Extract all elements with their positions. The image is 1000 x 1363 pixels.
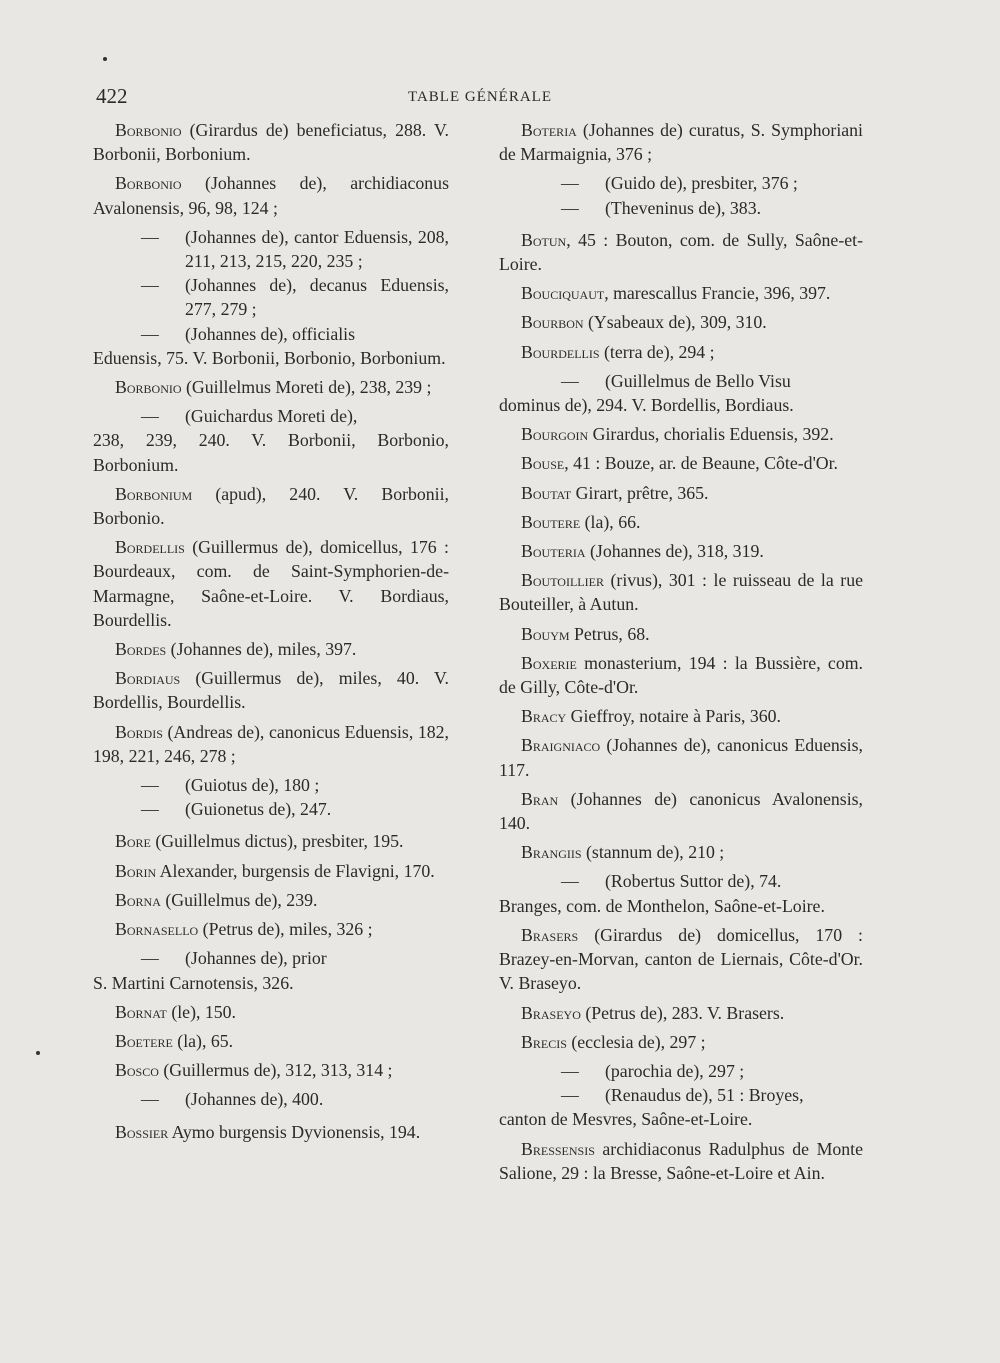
entry-text: Eduensis, 75. V. Borbonii, Borbonio, Borbonium. bbox=[93, 347, 446, 368]
entry-headword: Bracy bbox=[521, 706, 567, 727]
index-entry bbox=[499, 704, 863, 728]
entry-headword: Bosco bbox=[115, 1060, 159, 1081]
entry-text: canton de Mesvres, Saône-et-Loire. bbox=[499, 1109, 753, 1130]
entry-text: (Guionetus de), 247. bbox=[185, 799, 332, 820]
entry-text: archidiaconus Radulphus de Monte Salione, 29 : la Bresse, Saône-et-Loire et Ain. bbox=[499, 1138, 863, 1183]
index-entry bbox=[93, 888, 449, 912]
index-entry-continuation bbox=[499, 1107, 863, 1131]
index-entry bbox=[93, 859, 449, 883]
entry-headword: Bordis bbox=[115, 721, 163, 742]
speck-mark bbox=[36, 1051, 40, 1055]
entry-text: monasterium, 194 : la Bussière, com. de Gilly, Côte-d'Or. bbox=[499, 652, 863, 698]
index-subentry bbox=[93, 1087, 449, 1111]
entry-headword: Bordiaus bbox=[115, 668, 181, 689]
entry-text: (Petrus de), miles, 326 ; bbox=[198, 919, 373, 940]
entry-headword: Boteria bbox=[521, 120, 577, 140]
entry-headword: Bouciquaut bbox=[521, 283, 605, 304]
entry-text: (la), 65. bbox=[172, 1030, 234, 1051]
entry-text: (Johannes de), miles, 397. bbox=[166, 639, 357, 660]
entry-text: (Guillelmus de Bello Visu bbox=[605, 370, 791, 391]
entry-headword: Bouse bbox=[521, 453, 565, 474]
index-subentry bbox=[499, 1059, 863, 1083]
index-subentry bbox=[499, 171, 863, 195]
index-entry bbox=[93, 637, 449, 661]
entry-headword: Boetere bbox=[115, 1030, 173, 1051]
index-entry-continuation bbox=[93, 428, 449, 476]
index-entry bbox=[499, 1001, 863, 1025]
entry-text: (Robertus Suttor de), 74. bbox=[605, 871, 782, 892]
index-subentry bbox=[93, 322, 449, 346]
entry-text: (Johannes de), canonicus Eduensis, 117. bbox=[499, 735, 863, 780]
entry-text: (Johannes de), 400. bbox=[185, 1089, 324, 1110]
index-entry bbox=[499, 840, 863, 864]
entry-headword: Bressensis bbox=[521, 1138, 595, 1159]
entry-text: (Guillelmus dictus), presbiter, 195. bbox=[150, 831, 404, 852]
index-subentry bbox=[499, 369, 863, 393]
index-entry bbox=[499, 422, 863, 446]
entry-headword: Borbonio bbox=[115, 173, 182, 194]
entry-headword: Borbonium bbox=[115, 483, 193, 504]
index-entry bbox=[499, 733, 863, 781]
entry-text: (Johannes de), cantor Eduensis, 208, 211, 213, 215, 220, 235 ; bbox=[185, 226, 449, 272]
index-entry bbox=[499, 510, 863, 534]
index-entry bbox=[93, 1000, 449, 1024]
entry-text: (Guido de), presbiter, 376 ; bbox=[605, 173, 798, 194]
index-entry bbox=[499, 118, 863, 166]
entry-text: (parochia de), 297 ; bbox=[605, 1060, 745, 1081]
index-subentry bbox=[93, 946, 449, 970]
entry-headword: Boxerie bbox=[521, 652, 577, 673]
entry-headword: Borbonio bbox=[115, 120, 182, 140]
index-column-right bbox=[499, 118, 863, 1190]
entry-text: (Guillermus de), 312, 313, 314 ; bbox=[158, 1060, 393, 1081]
index-entry bbox=[499, 622, 863, 646]
entry-headword: Boutoillier bbox=[521, 570, 604, 591]
entry-text: (Theveninus de), 383. bbox=[605, 197, 762, 218]
entry-headword: Boutat bbox=[521, 482, 572, 503]
entry-headword: Borbonio bbox=[115, 377, 182, 398]
entry-text: (Johannes de), archidiaconus Avalonensis, 96, 98, 124 ; bbox=[93, 173, 449, 218]
entry-headword: Bran bbox=[521, 788, 559, 809]
index-entry bbox=[499, 310, 863, 334]
index-subentry bbox=[499, 869, 863, 893]
index-entry-continuation bbox=[499, 894, 863, 918]
entry-text: Gieffroy, notaire à Paris, 360. bbox=[566, 706, 782, 727]
index-subentry bbox=[93, 404, 449, 428]
entry-headword: Borna bbox=[115, 889, 161, 910]
index-entry bbox=[499, 1137, 863, 1185]
index-subentry bbox=[93, 773, 449, 797]
page-number: 422 bbox=[96, 84, 128, 108]
entry-headword: Boutere bbox=[521, 511, 581, 532]
index-entry-continuation bbox=[499, 393, 863, 417]
index-entry-continuation bbox=[93, 971, 449, 995]
index-entry bbox=[499, 787, 863, 835]
index-entry bbox=[499, 651, 863, 699]
entry-headword: Bouteria bbox=[521, 541, 586, 562]
index-entry bbox=[499, 1030, 863, 1054]
entry-text: Girardus, chorialis Eduensis, 392. bbox=[588, 424, 834, 445]
index-entry bbox=[93, 1058, 449, 1082]
entry-text: (Petrus de), 283. V. Brasers. bbox=[580, 1002, 785, 1023]
entry-headword: Brasers bbox=[521, 924, 579, 945]
index-entry bbox=[93, 829, 449, 853]
entry-text: (terra de), 294 ; bbox=[599, 341, 715, 362]
entry-headword: Bourgoin bbox=[521, 424, 589, 445]
entry-headword: Bourbon bbox=[521, 312, 584, 333]
entry-headword: Brecis bbox=[521, 1031, 567, 1052]
entry-text: 238, 239, 240. V. Borbonii, Borbonio, Borbonium. bbox=[93, 430, 449, 475]
index-entry bbox=[93, 720, 449, 768]
index-entry bbox=[93, 375, 449, 399]
index-entry bbox=[93, 482, 449, 530]
entry-text: Alexander, burgensis de Flavigni, 170. bbox=[156, 860, 435, 881]
index-entry bbox=[93, 1120, 449, 1144]
entry-text: , 45 : Bouton, com. de Sully, Saône-et-Loire. bbox=[499, 229, 863, 275]
entry-text: , marescallus Francie, 396, 397. bbox=[604, 283, 831, 304]
entry-headword: Braseyo bbox=[521, 1002, 581, 1023]
index-entry bbox=[93, 1029, 449, 1053]
entry-headword: Bouym bbox=[521, 623, 570, 644]
entry-headword: Bordellis bbox=[115, 537, 185, 558]
entry-text: (Girardus de) beneficiatus, 288. V. Borbonii, Borbonium. bbox=[93, 120, 449, 165]
index-entry bbox=[499, 568, 863, 616]
entry-headword: Bore bbox=[115, 831, 151, 852]
entry-text: (Guillermus de), domicellus, 176 : Bourdeaux, com. de Saint-Symphorien-de-Marmagne, Saône-et-Loire. V. Bordiaus, Bourdellis. bbox=[93, 537, 449, 630]
entry-text: (Johannes de), 318, 319. bbox=[585, 541, 764, 562]
entry-headword: Braigniaco bbox=[521, 735, 601, 756]
index-entry-continuation bbox=[93, 346, 449, 370]
entry-text: Girart, prêtre, 365. bbox=[571, 482, 709, 503]
index-entry bbox=[93, 171, 449, 219]
index-entry bbox=[93, 118, 449, 166]
index-subentry bbox=[93, 225, 449, 273]
entry-text: (Guillermus de), miles, 40. V. Bordellis, Bourdellis. bbox=[93, 668, 449, 713]
entry-text: (Andreas de), canonicus Eduensis, 182, 198, 221, 246, 278 ; bbox=[93, 721, 449, 766]
entry-text: (Guichardus Moreti de), bbox=[185, 406, 358, 427]
entry-text: (Girardus de) domicellus, 170 : Brazey-en-Morvan, canton de Liernais, Côte-d'Or. V. Braseyo. bbox=[499, 924, 863, 994]
entry-text: (Johannes de), decanus Eduensis, 277, 279 ; bbox=[185, 275, 449, 320]
entry-text: S. Martini Carnotensis, 326. bbox=[93, 972, 294, 993]
index-entry bbox=[499, 481, 863, 505]
speck-mark bbox=[103, 57, 107, 61]
index-entry bbox=[499, 281, 863, 305]
entry-headword: Brangiis bbox=[521, 842, 582, 863]
index-column-left bbox=[93, 118, 449, 1149]
entry-text: (la), 66. bbox=[580, 511, 641, 532]
index-entry bbox=[93, 535, 449, 632]
entry-text: (Johannes de), officialis bbox=[185, 323, 356, 344]
entry-text: (Guillelmus de), 239. bbox=[160, 889, 318, 910]
entry-text: (Guiotus de), 180 ; bbox=[185, 775, 320, 796]
entry-text: (rivus), 301 : le ruisseau de la rue Bouteiller, à Autun. bbox=[499, 570, 863, 615]
index-subentry bbox=[93, 273, 449, 321]
entry-text: (le), 150. bbox=[166, 1001, 237, 1022]
entry-text: , 41 : Bouze, ar. de Beaune, Côte-d'Or. bbox=[564, 453, 839, 474]
running-title: TABLE GÉNÉRALE bbox=[407, 89, 553, 105]
index-entry bbox=[93, 666, 449, 714]
entry-headword: Botun bbox=[521, 229, 567, 250]
index-entry bbox=[93, 917, 449, 941]
entry-text: (apud), 240. V. Borbonii, Borbonio. bbox=[93, 483, 449, 529]
entry-text: (Johannes de) canonicus Avalonensis, 140. bbox=[499, 788, 863, 834]
entry-headword: Bordes bbox=[115, 639, 167, 660]
entry-text: (Ysabeaux de), 309, 310. bbox=[583, 312, 767, 333]
index-subentry bbox=[93, 797, 449, 821]
entry-headword: Borin bbox=[115, 860, 157, 881]
entry-text: Aymo burgensis Dyvionensis, 194. bbox=[168, 1121, 421, 1142]
index-entry bbox=[499, 451, 863, 475]
entry-text: (ecclesia de), 297 ; bbox=[566, 1031, 706, 1052]
entry-text: (Renaudus de), 51 : Broyes, bbox=[605, 1085, 804, 1106]
entry-headword: Bossier bbox=[115, 1121, 169, 1142]
entry-text: Branges, com. de Monthelon, Saône-et-Loire. bbox=[499, 895, 825, 916]
index-entry bbox=[499, 228, 863, 276]
index-subentry bbox=[499, 196, 863, 220]
entry-text: (Guillelmus Moreti de), 238, 239 ; bbox=[181, 377, 432, 398]
entry-text: (stannum de), 210 ; bbox=[581, 842, 725, 863]
entry-headword: Bornat bbox=[115, 1001, 167, 1022]
entry-headword: Bourdellis bbox=[521, 341, 600, 362]
entry-text: (Johannes de) curatus, S. Symphoriani de Marmaignia, 376 ; bbox=[499, 120, 863, 165]
entry-text: dominus de), 294. V. Bordellis, Bordiaus. bbox=[499, 395, 794, 416]
index-subentry bbox=[499, 1083, 863, 1107]
index-entry bbox=[499, 539, 863, 563]
index-entry bbox=[499, 923, 863, 996]
entry-text: Petrus, 68. bbox=[569, 623, 650, 644]
entry-headword: Bornasello bbox=[115, 919, 199, 940]
index-entry bbox=[499, 340, 863, 364]
entry-text: (Johannes de), prior bbox=[185, 948, 327, 969]
